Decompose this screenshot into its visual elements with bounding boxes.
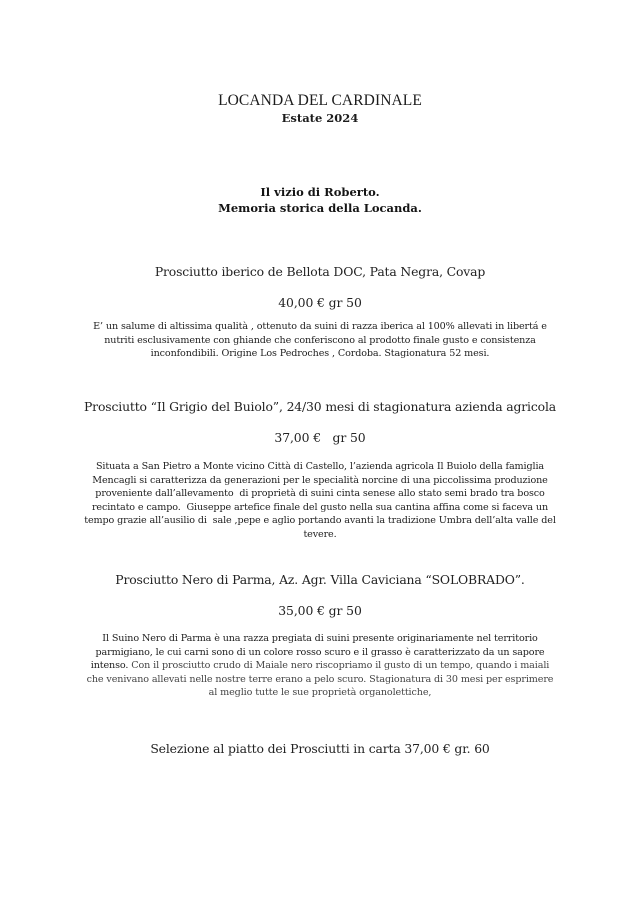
description-fragment: intenso. bbox=[90, 660, 129, 672]
description-line: Il Suino Nero di Parma è una razza pregiata di suini presente originariamente nel territorio bbox=[102, 633, 538, 644]
menu-item-description bbox=[40, 320, 600, 361]
season-subtitle: Estate 2024 bbox=[281, 111, 359, 125]
description-line: tevere. bbox=[303, 528, 337, 540]
restaurant-name: LOCANDA DEL CARDINALE bbox=[218, 92, 422, 109]
description-line: nutriti esclusivamente con ghiande che conferiscono al prodotto finale gusto e consistenza bbox=[104, 334, 536, 346]
description-line: parmigiano, le cui carni sono di un colore rosso scuro e il grasso è caratterizzato da un sapore bbox=[95, 646, 545, 658]
menu-item-price: 35,00 € gr 50 bbox=[278, 603, 362, 618]
description-line: inconfondibili. Origine Los Pedroches , Cordoba. Stagionatura 52 mesi. bbox=[150, 348, 490, 360]
menu-item-name: Prosciutto Nero di Parma, Az. Agr. Villa Caviciana “SOLOBRADO”. bbox=[115, 572, 525, 587]
menu-item-price: 40,00 € gr 50 bbox=[278, 295, 362, 310]
description-line: Mencagli si caratterizza da generazioni per le specialità norcine di una piccolissima produzione bbox=[92, 474, 548, 486]
menu-item-description bbox=[40, 460, 600, 542]
description-fragment: Con il prosciutto crudo di Maiale nero riscopriamo il gusto di un tempo, quando i maiali bbox=[128, 660, 550, 672]
description-line: che venivano allevati nelle nostre terre erano a pelo scuro. Stagionatura di 30 mesi per esprimere bbox=[86, 673, 554, 685]
menu-item-price: 37,00 € gr 50 bbox=[274, 430, 366, 445]
description-line: recintato e campo. Giuseppe artefice finale del gusto nella sua cantina affina come si faceva un bbox=[91, 501, 549, 513]
description-line: al meglio tutte le sue proprietà organolettiche, bbox=[208, 687, 432, 699]
description-line: E’ un salume di altissima qualità , ottenuto da suini di razza iberica al 100% allevati in libertá e bbox=[93, 321, 547, 332]
description-line bbox=[40, 659, 600, 673]
section-subtitle: Memoria storica della Locanda. bbox=[218, 201, 422, 215]
menu-item-description bbox=[40, 632, 600, 700]
description-line: proveniente dall’allevamento di proprietà di suini cinta senese allo stato semi brado tra bosco bbox=[95, 488, 545, 500]
menu-item-name: Prosciutto “Il Grigio del Buiolo”, 24/30 mesi di stagionatura azienda agricola bbox=[83, 399, 556, 414]
section-title: Il vizio di Roberto. bbox=[260, 185, 380, 199]
selection-platter: Selezione al piatto dei Prosciutti in carta 37,00 € gr. 60 bbox=[150, 741, 490, 756]
menu-item-name: Prosciutto iberico de Bellota DOC, Pata Negra, Covap bbox=[154, 264, 486, 279]
description-line: Situata a San Pietro a Monte vicino Città di Castello, l’azienda agricola Il Buiolo della famiglia bbox=[95, 461, 545, 472]
description-line: tempo grazie all’ausilio di sale ,pepe e aglio portando avanti la tradizione Umbra dell’alta valle del bbox=[84, 515, 556, 527]
